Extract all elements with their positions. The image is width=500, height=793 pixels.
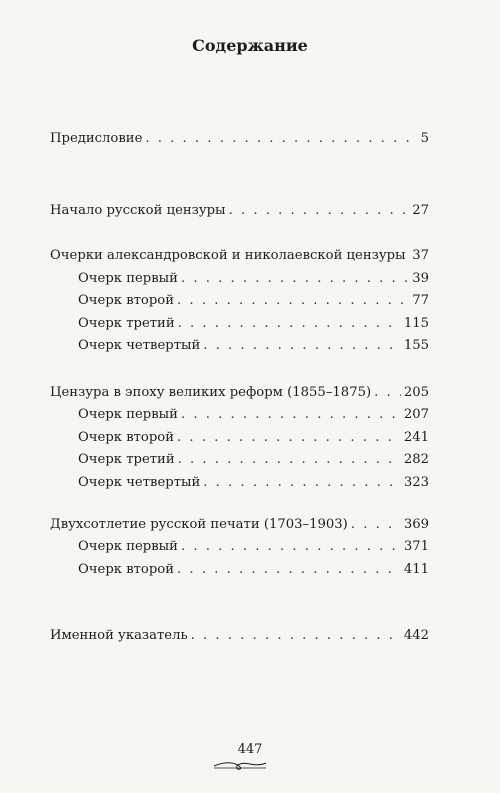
leader-dots bbox=[203, 474, 401, 492]
toc-subentry bbox=[78, 561, 429, 579]
toc-subentry bbox=[78, 474, 429, 492]
leader-dots bbox=[177, 561, 401, 579]
toc-entry-page: 369 bbox=[403, 517, 429, 532]
leader-dots bbox=[203, 337, 401, 355]
toc-entry-label: Очерк второй bbox=[78, 562, 175, 577]
toc-entry-label: Очерки александровской и николаевской цензуры bbox=[50, 248, 406, 263]
toc-entry-page: 241 bbox=[403, 430, 429, 445]
toc-subentry bbox=[78, 270, 429, 288]
leader-dots bbox=[409, 247, 410, 265]
toc-entry-label: Очерк второй bbox=[78, 293, 175, 308]
leader-dots bbox=[229, 202, 410, 220]
toc-entry-label: Предисловие bbox=[50, 131, 143, 146]
toc-entry-label: Очерк четвертый bbox=[78, 338, 201, 353]
toc-subentry bbox=[78, 451, 429, 469]
toc-entry-label: Двухсотлетие русской печати (1703–1903) bbox=[50, 517, 348, 532]
toc-entry-page: 39 bbox=[412, 271, 429, 286]
toc-entry-label: Очерк первый bbox=[78, 407, 178, 422]
toc-entry bbox=[50, 202, 429, 220]
toc-entry-page: 371 bbox=[403, 539, 429, 554]
toc-entry-page: 37 bbox=[412, 248, 429, 263]
toc-entry-label: Именной указатель bbox=[50, 628, 188, 643]
toc-entry bbox=[50, 627, 429, 645]
toc-entry-page: 77 bbox=[412, 293, 429, 308]
toc-subentry bbox=[78, 538, 429, 556]
toc-entry-page: 282 bbox=[403, 452, 429, 467]
flourish-ornament-icon bbox=[210, 758, 270, 772]
toc-entry bbox=[50, 247, 429, 265]
toc-subentry bbox=[78, 315, 429, 333]
toc-entry-page: 5 bbox=[420, 131, 429, 146]
toc-entry-page: 207 bbox=[403, 407, 429, 422]
toc-entry-page: 205 bbox=[403, 385, 429, 400]
leader-dots bbox=[191, 627, 401, 645]
toc-entry-label: Очерк третий bbox=[78, 316, 175, 331]
leader-dots bbox=[178, 315, 401, 333]
leader-dots bbox=[374, 384, 401, 402]
toc-subentry bbox=[78, 292, 429, 310]
toc-entry-label: Очерк первый bbox=[78, 539, 178, 554]
page-title: Содержание bbox=[192, 36, 308, 55]
toc-entry-page: 27 bbox=[412, 203, 429, 218]
toc-entry-page: 442 bbox=[403, 628, 429, 643]
leader-dots bbox=[181, 538, 401, 556]
toc-entry-label: Очерк третий bbox=[78, 452, 175, 467]
toc-subentry bbox=[78, 406, 429, 424]
toc-subentry bbox=[78, 429, 429, 447]
leader-dots bbox=[181, 270, 409, 288]
toc-entry-label: Очерк четвертый bbox=[78, 475, 201, 490]
toc-entry bbox=[50, 516, 429, 534]
toc-entry-page: 411 bbox=[403, 562, 429, 577]
leader-dots bbox=[178, 451, 401, 469]
page-number: 447 bbox=[237, 742, 263, 757]
toc-subentry bbox=[78, 337, 429, 355]
toc-entry-label: Цензура в эпоху великих реформ (1855–1875) bbox=[50, 385, 372, 400]
toc-entry bbox=[50, 130, 429, 148]
toc-entry-page: 323 bbox=[403, 475, 429, 490]
toc-entry-page: 115 bbox=[403, 316, 429, 331]
leader-dots bbox=[145, 130, 417, 148]
leader-dots bbox=[181, 406, 401, 424]
toc-entry-page: 155 bbox=[403, 338, 429, 353]
toc-entry-label: Очерк первый bbox=[78, 271, 178, 286]
leader-dots bbox=[177, 292, 409, 310]
leader-dots bbox=[177, 429, 401, 447]
leader-dots bbox=[351, 516, 401, 534]
toc-entry-label: Очерк второй bbox=[78, 430, 175, 445]
toc-entry bbox=[50, 384, 429, 402]
toc-entry-label: Начало русской цензуры bbox=[50, 203, 226, 218]
